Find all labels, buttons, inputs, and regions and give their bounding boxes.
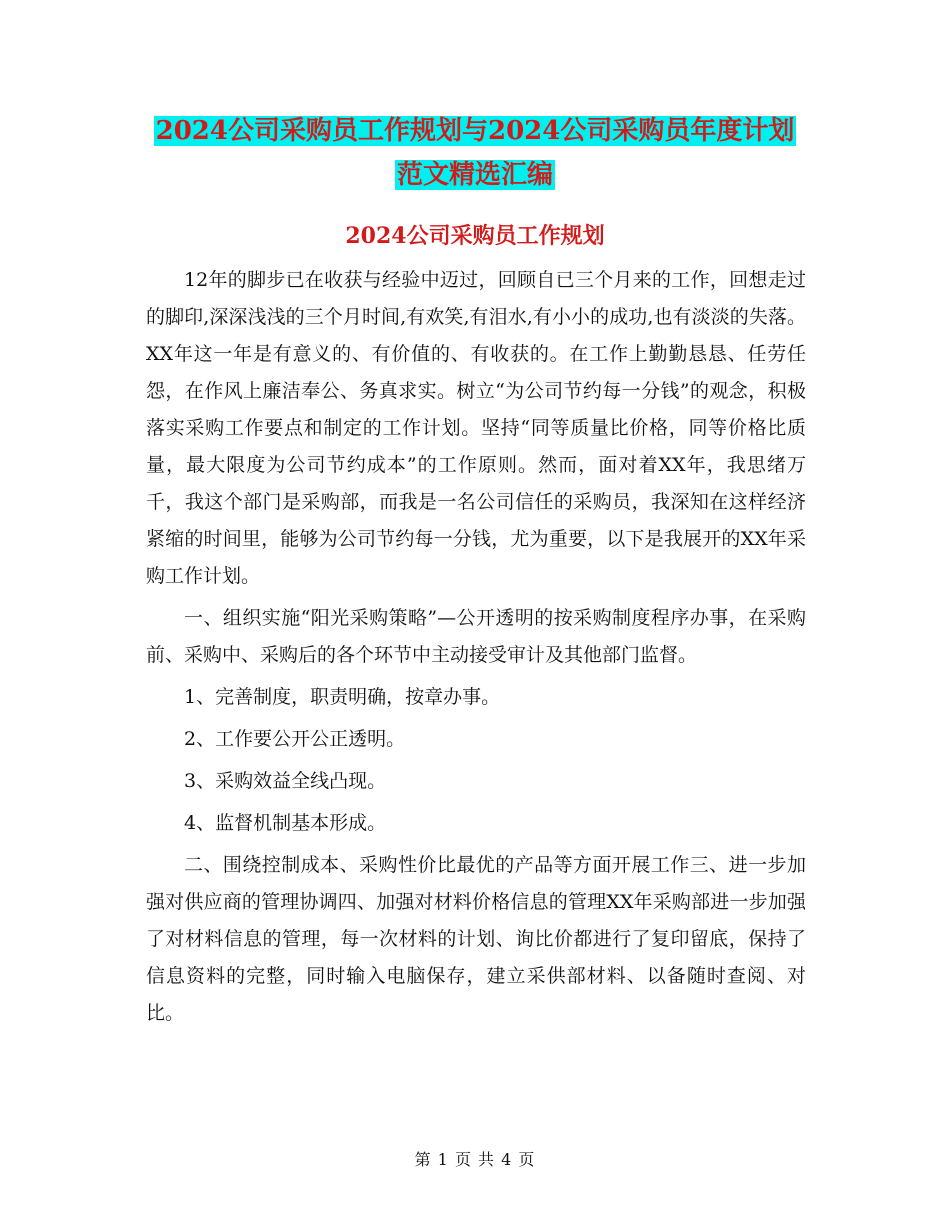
list-item-3: 3、采购效益全线凸现。 bbox=[184, 770, 387, 792]
list-item-4: 4、监督机制基本形成。 bbox=[184, 812, 387, 834]
page-number-footer: 第 1 页 共 4 页 bbox=[414, 1150, 536, 1169]
section-heading: 2024公司采购员工作规划 bbox=[345, 223, 605, 249]
document-body bbox=[146, 262, 806, 1032]
document-title-line-1: 2024公司采购员工作规划与2024公司采购员年度计划 bbox=[155, 116, 795, 146]
list-item-2: 2、工作要公开公正透明。 bbox=[184, 728, 406, 750]
document-title-line-2: 范文精选汇编 bbox=[396, 160, 553, 190]
list-item-1: 1、完善制度，职责明确，按章办事。 bbox=[184, 686, 501, 708]
paragraph-intro: 12年的脚步已在收获与经验中迈过，回顾自已三个月来的工作，回想走过的脚印,深深浅浅的三个月时间,有欢笑,有泪水,有小小的成功,也有淡淡的失落。XX年这一年是有意义的、有价值的、有收获的。在工作上勤勤恳恳、任劳任怨，在作风上廉洁奉公、务真求实。树立“为公司节约每一分钱”的观念，积极落实采购工作要点和制定的工作计划。坚持“同等质量比价格，同等价格比质量，最大限度为公司节约成本”的工作原则。然而，面对着XX年，我思绪万千，我这个部门是采购部，而我是一名公司信任的采购员，我深知在这样经济紧缩的时间里，能够为公司节约每一分钱，尤为重要，以下是我展开的XX年采购工作计划。 bbox=[146, 269, 806, 587]
paragraph-point-one: 一、组织实施“阳光采购策略”—公开透明的按采购制度程序办事，在采购前、采购中、采购后的各个环节中主动接受审计及其他部门监督。 bbox=[146, 607, 806, 666]
paragraph-point-two: 二、围绕控制成本、采购性价比最优的产品等方面开展工作三、进一步加强对供应商的管理协调四、加强对材料价格信息的管理XX年采购部进一步加强了对材料信息的管理，每一次材料的计划、询比价都进行了复印留底，保持了信息资料的完整，同时输入电脑保存，建立采供部材料、以备随时查阅、对比。 bbox=[146, 854, 806, 1024]
